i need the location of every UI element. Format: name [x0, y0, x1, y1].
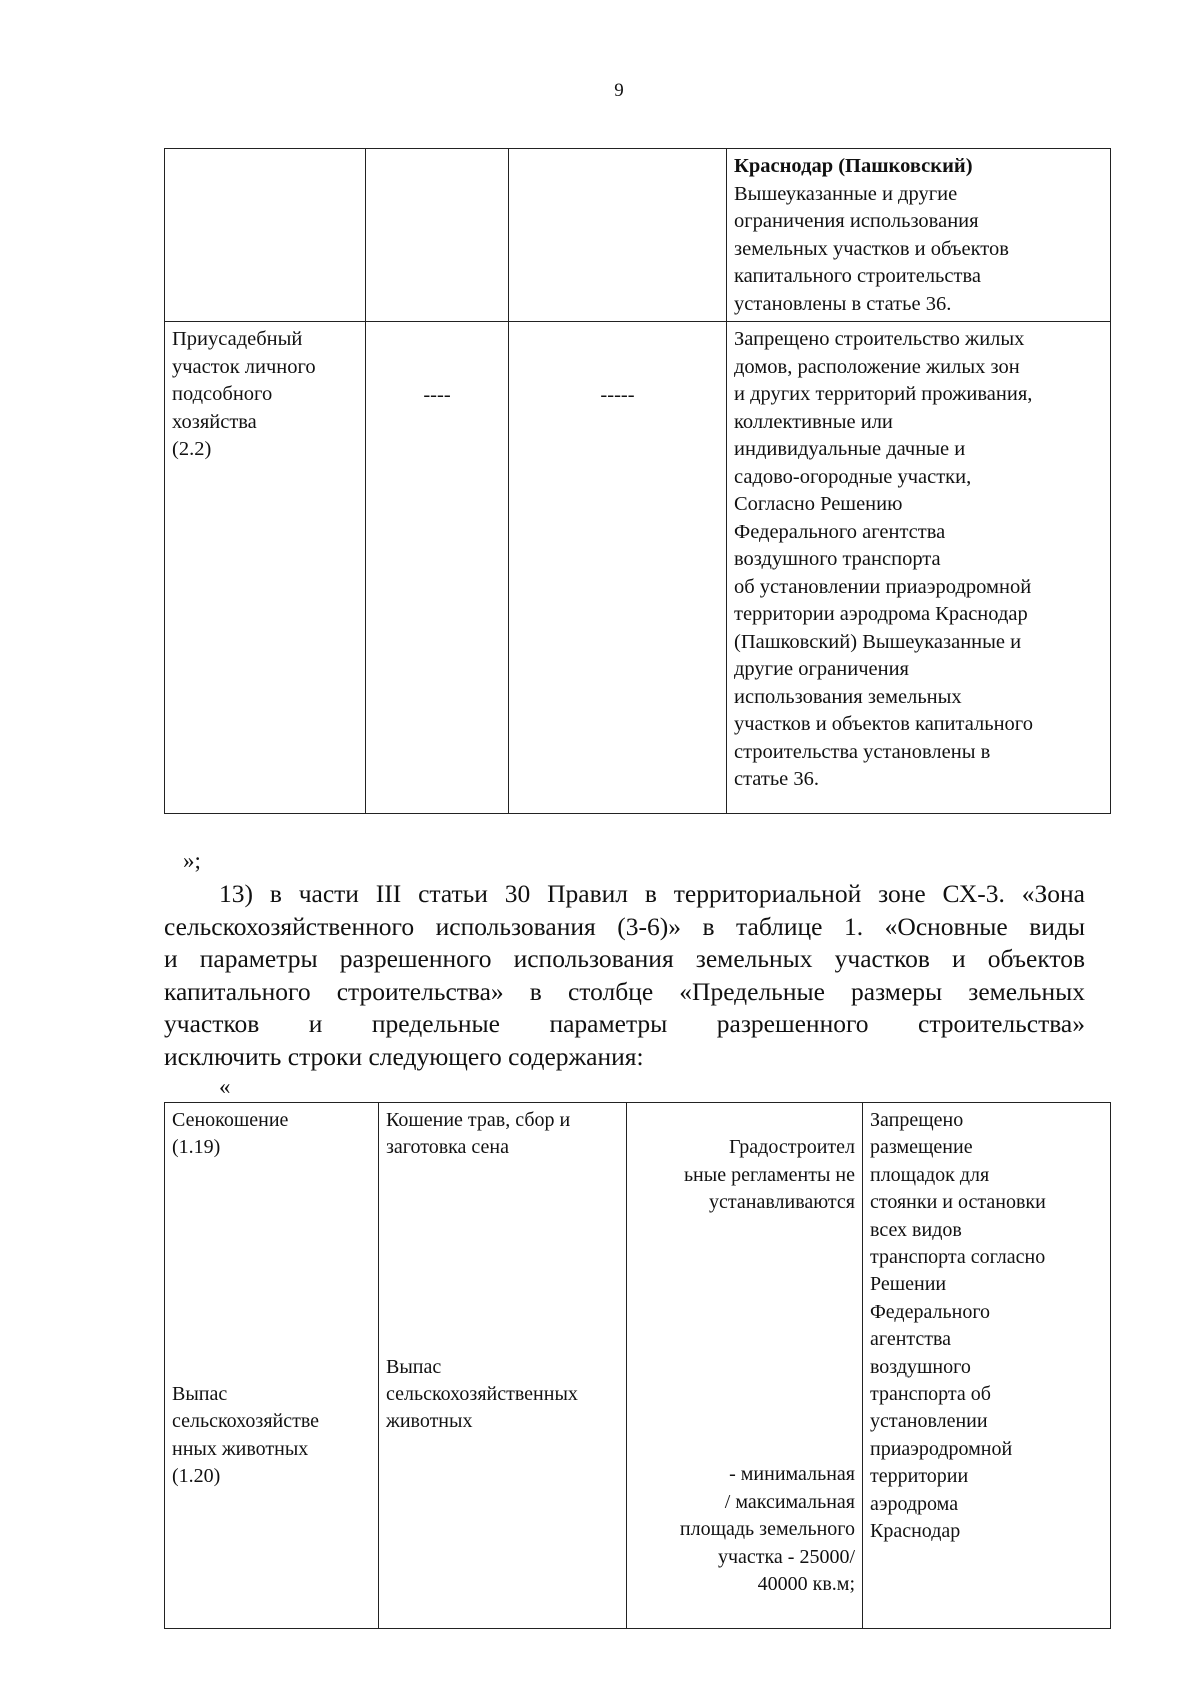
paragraph-line: 13) в части III статьи 30 Правил в территориальной зоне СХ-3. «Зона: [219, 879, 1085, 908]
excluded-rows-table: [164, 1102, 1111, 1629]
paragraph-line: сельскохозяйственного использования (3-6)» в таблице 1. «Основные виды: [164, 911, 1085, 941]
restriction-cell: Запрещено размещение площадок для стоянки и остановки всех видов транспорта согласно Решении Федерального агентства воздушного транспорта об установлении приаэродромной территории аэродрома Краснодар: [863, 1103, 1111, 1629]
table-cell: -----: [509, 322, 727, 814]
regulations-text: Градостроител ьные регламенты не устанавливаются: [683, 1136, 855, 1214]
parameters-cell: [627, 1103, 863, 1629]
table-cell: [165, 149, 366, 322]
restrictions-table-continued: [164, 148, 1111, 814]
table-row: [165, 322, 1111, 814]
opening-quote: «: [219, 1074, 231, 1099]
table-cell: [366, 149, 509, 322]
table-cell: [509, 149, 727, 322]
description-cell: Кошение трав, сбор и заготовка сена Выпас сельскохозяйственных животных: [379, 1103, 627, 1629]
airport-name: Краснодар (Пашковский): [734, 155, 973, 177]
paragraph-line: и параметры разрешенного использования земельных участков и объектов: [164, 944, 1085, 974]
amendment-paragraph: [164, 878, 1085, 1074]
area-parameters-text: - минимальная / максимальная площадь земельного участка - 25000/ 40000 кв.м;: [679, 1463, 855, 1596]
land-use-type-cell: Приусадебный участок личного подсобного хозяйства (2.2): [165, 322, 366, 814]
closing-quote: »;: [183, 848, 201, 873]
paragraph-line: исключить строки следующего содержания:: [164, 1041, 644, 1071]
paragraph-line: участков и предельные параметры разрешенного строительства»: [164, 1009, 1085, 1039]
page-number: 9: [614, 80, 624, 101]
table-cell: [727, 149, 1111, 322]
restriction-text: Вышеуказанные и другие ограничения использования земельных участков и объектов капитального строительства установлены в статье 36.: [734, 182, 1009, 315]
table-cell: ----: [366, 322, 509, 814]
land-use-type-cell: Сенокошение (1.19) Выпас сельскохозяйстве нных животных (1.20): [165, 1103, 379, 1629]
restriction-cell: Запрещено строительство жилых домов, расположение жилых зон и других территорий проживания, коллективные или индивидуальные дачные и садово-огородные участки, Согласно Решению Федерального агентства воздушного транспорта об установлении приаэродромной территории аэродрома Краснодар (Пашковский) Вышеуказанные и другие ограничения использования земельных участков и объектов капитального строительства установлены в статье 36.: [727, 322, 1111, 814]
paragraph-line: капитального строительства» в столбце «Предельные размеры земельных: [164, 976, 1085, 1006]
table-row: [165, 1103, 1111, 1629]
table-row: [165, 149, 1111, 322]
